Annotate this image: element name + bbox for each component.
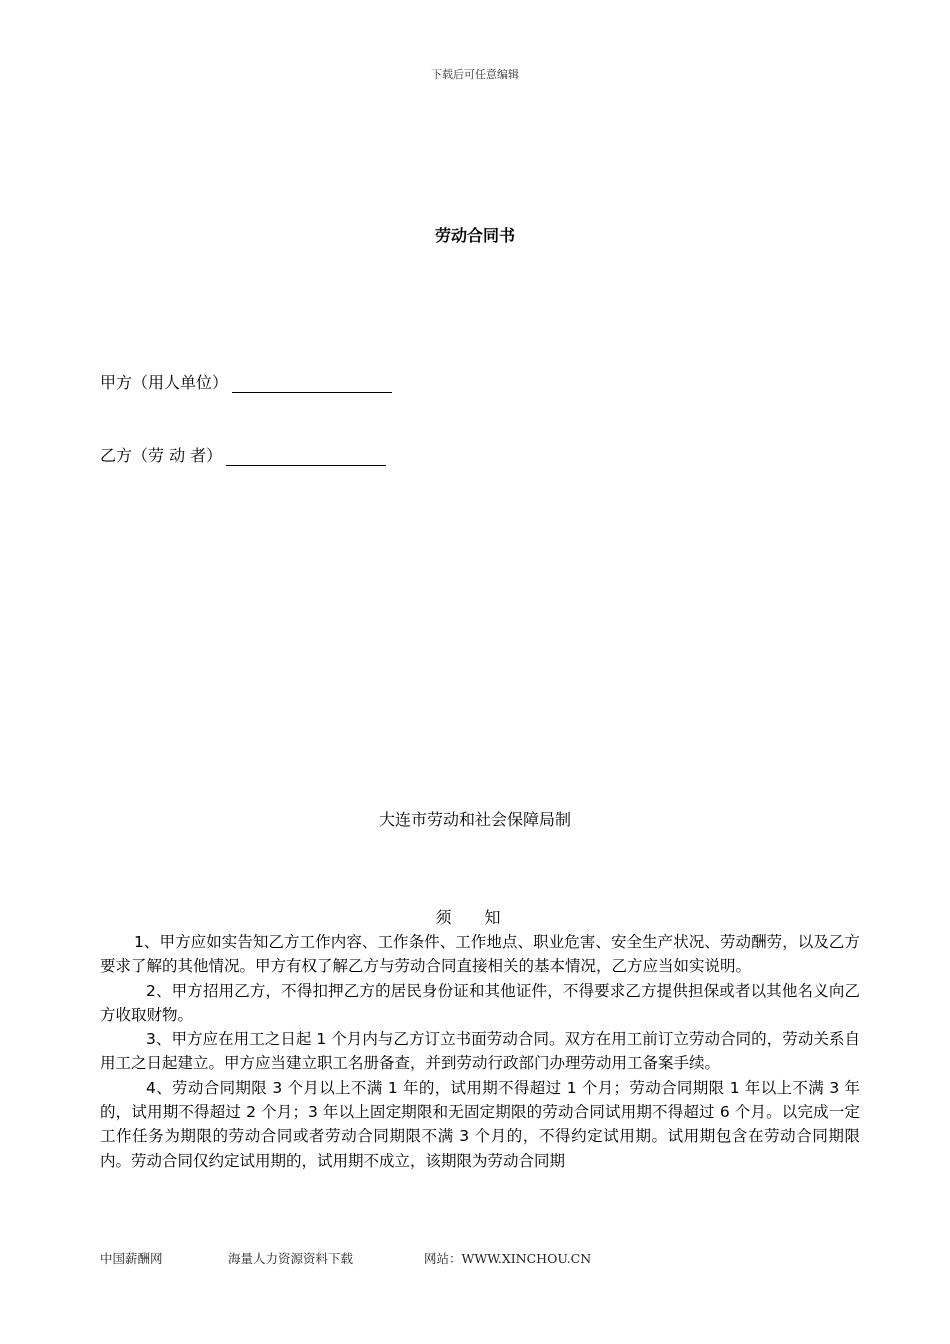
notice-item: 2、甲方招用乙方，不得扣押乙方的居民身份证和其他证件，不得要求乙方提供担保或者以其他名义向乙方收取财物。 — [100, 981, 860, 1024]
party-a-label: 甲方（用人单位） — [100, 373, 229, 392]
notice-item: 1、甲方应如实告知乙方工作内容、工作条件、工作地点、职业危害、安全生产状况、劳动酬劳，以及乙方要求了解的其他情况。甲方有权了解乙方与劳动合同直接相关的基本情况，乙方应当如实说明。 — [100, 933, 860, 976]
notice-item: 3、甲方应在用工之日起 1 个月内与乙方订立书面劳动合同。双方在用工前订立劳动合同的，劳动关系自用工之日起建立。甲方应当建立职工名册备查，并到劳动行政部门办理劳动用工备案手续。 — [100, 1030, 860, 1073]
party-b-field — [100, 443, 386, 466]
footer-site-name: 中国薪酬网 — [100, 1251, 163, 1266]
party-a-blank-line — [232, 374, 392, 393]
issuer: 大连市劳动和社会保障局制 — [378, 810, 571, 829]
party-b-label: 乙方（劳 动 者） — [100, 446, 223, 465]
header-note: 下载后可任意编辑 — [431, 68, 519, 81]
notice-body — [100, 930, 860, 1173]
notice-heading: 须 知 — [435, 908, 515, 927]
notice-item: 4、劳动合同期限 3 个月以上不满 1 年的，试用期不得超过 1 个月；劳动合同期限 1 年以上不满 3 年的，试用期不得超过 2 个月；3 年以上固定期限和无固定期限的劳动合同试用期不得超过 6 个月。以完成一定工作任务为期限的劳动合同或者劳动合同期限不满 3 个月的，不得约定试用期。试用期包含在劳动合同期限内。劳动合同仅约定试用期的，试用期不成立，该期限为劳动合同期 — [100, 1078, 860, 1170]
document-title: 劳动合同书 — [434, 226, 515, 245]
page-footer — [100, 1249, 860, 1267]
footer-website: 网站：WWW.XINCHOU.CN — [424, 1251, 592, 1266]
party-b-blank-line — [226, 447, 386, 466]
footer-slogan: 海量人力资源资料下载 — [228, 1251, 354, 1266]
party-a-field — [100, 370, 392, 393]
